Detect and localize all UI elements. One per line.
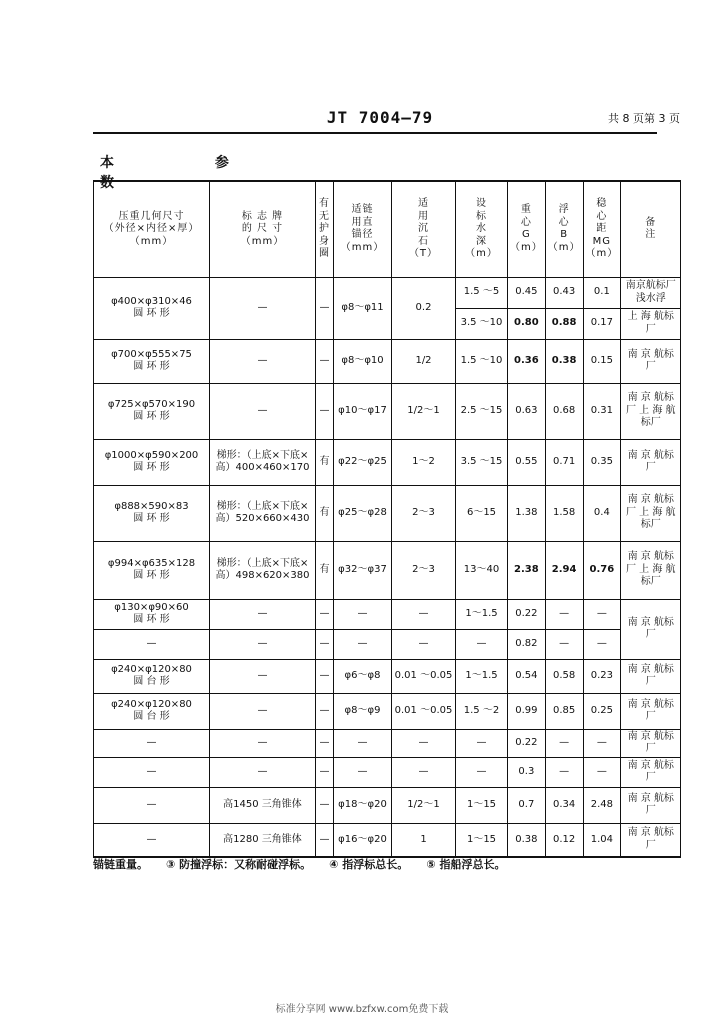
table-row bbox=[94, 599, 681, 629]
chain-diameter-cell: — bbox=[334, 757, 392, 787]
watermark-footer: 标准分享网 www.bzfxw.com免费下载 bbox=[275, 1004, 449, 1015]
b-cell: 0.68 bbox=[545, 383, 583, 439]
depth-cell: 1～15 bbox=[456, 787, 508, 823]
remark-cell: 南 京 航标厂 上 海 航标厂 bbox=[621, 541, 681, 599]
geometry-cell bbox=[94, 757, 210, 787]
g-cell: 0.3 bbox=[508, 757, 546, 787]
geometry-line: φ400×φ310×46 bbox=[111, 295, 192, 307]
chain-diameter-cell: — bbox=[334, 599, 392, 629]
g-cell: 0.80 bbox=[508, 308, 546, 339]
column-header-text: 重 bbox=[520, 204, 532, 216]
sinker-weight-cell: — bbox=[392, 757, 456, 787]
b-cell: 0.71 bbox=[545, 439, 583, 485]
g-cell: 2.38 bbox=[508, 541, 546, 599]
column-header-text: （mm） bbox=[240, 235, 285, 247]
plate-size-cell: 梯形：（上底×下底×高）498×620×380 bbox=[210, 541, 316, 599]
column-header-text: 距 bbox=[596, 223, 608, 234]
parameter-table bbox=[93, 180, 681, 858]
geometry-line: 圆 环 形 bbox=[133, 411, 170, 422]
b-cell: 0.12 bbox=[545, 823, 583, 857]
b-cell: 1.58 bbox=[545, 485, 583, 541]
sinker-weight-cell: 2～3 bbox=[392, 541, 456, 599]
geometry-cell bbox=[94, 277, 210, 339]
table-row bbox=[94, 439, 681, 485]
chain-diameter-cell: φ16～φ20 bbox=[334, 823, 392, 857]
b-cell: — bbox=[545, 757, 583, 787]
section-title: 本 参 数 bbox=[100, 155, 277, 191]
depth-cell: 1～1.5 bbox=[456, 659, 508, 693]
column-header bbox=[334, 181, 392, 277]
column-header bbox=[583, 181, 621, 277]
depth-cell: 1～1.5 bbox=[456, 599, 508, 629]
remark-cell: 南 京 航标厂 bbox=[621, 659, 681, 693]
chain-diameter-cell: φ32～φ37 bbox=[334, 541, 392, 599]
chain-diameter-cell: φ8～φ9 bbox=[334, 693, 392, 729]
column-header-text: 压重几何尺寸 bbox=[118, 210, 185, 222]
g-cell: 0.82 bbox=[508, 629, 546, 659]
depth-cell: — bbox=[456, 629, 508, 659]
column-header-text: 标 bbox=[476, 210, 487, 222]
column-header-text: 标 志 牌 bbox=[241, 210, 284, 222]
geometry-line: — bbox=[146, 637, 157, 649]
geometry-cell bbox=[94, 729, 210, 757]
column-header-text: 深 bbox=[476, 235, 487, 247]
remark-cell: 南 京 航标厂 上 海 航标厂 bbox=[621, 383, 681, 439]
sinker-weight-cell: 1/2～1 bbox=[392, 787, 456, 823]
column-header-text: MG bbox=[592, 235, 612, 247]
geometry-line: 圆 环 形 bbox=[133, 570, 170, 581]
column-header-text: 用直 bbox=[351, 216, 374, 228]
mg-cell: 0.25 bbox=[583, 693, 621, 729]
column-header bbox=[210, 181, 316, 277]
geometry-cell bbox=[94, 541, 210, 599]
b-cell: 0.58 bbox=[545, 659, 583, 693]
sinker-weight-cell: — bbox=[392, 629, 456, 659]
remark-cell: 南 京 航标厂 bbox=[621, 339, 681, 383]
plate-size-cell: — bbox=[210, 659, 316, 693]
mg-cell: 0.35 bbox=[583, 439, 621, 485]
footnote: ④ 指浮标总长。 bbox=[329, 858, 409, 871]
column-header bbox=[508, 181, 546, 277]
mg-cell: 0.23 bbox=[583, 659, 621, 693]
geometry-line: φ994×φ635×128 bbox=[107, 557, 196, 569]
plate-size-cell: — bbox=[210, 599, 316, 629]
plate-size-cell: — bbox=[210, 339, 316, 383]
depth-cell: 3.5 ～15 bbox=[456, 439, 508, 485]
column-header-text: 稳 bbox=[596, 198, 608, 209]
guard-ring-cell: 有 bbox=[316, 439, 334, 485]
g-cell: 0.54 bbox=[508, 659, 546, 693]
footnote: ③ 防撞浮标：又称耐碰浮标。 bbox=[166, 858, 312, 871]
plate-size-cell: — bbox=[210, 277, 316, 339]
column-header-text: B bbox=[560, 229, 569, 241]
geometry-cell bbox=[94, 629, 210, 659]
table-row bbox=[94, 693, 681, 729]
column-header-text: 水 bbox=[476, 223, 487, 234]
guard-ring-cell: — bbox=[316, 383, 334, 439]
chain-diameter-cell: — bbox=[334, 729, 392, 757]
footnote: ⑤ 指船浮总长。 bbox=[426, 858, 506, 871]
mg-cell: 1.04 bbox=[583, 823, 621, 857]
table-row bbox=[94, 277, 681, 308]
geometry-line: 圆 环 形 bbox=[133, 614, 170, 625]
b-cell: 0.88 bbox=[545, 308, 583, 339]
plate-size-cell: — bbox=[210, 383, 316, 439]
sinker-weight-cell: 0.01 ～0.05 bbox=[392, 659, 456, 693]
geometry-line: 圆 环 形 bbox=[133, 462, 170, 473]
chain-diameter-cell: φ10～φ17 bbox=[334, 383, 392, 439]
remark-cell: 南 京 航标厂 bbox=[621, 439, 681, 485]
column-header-text: 心 bbox=[558, 216, 570, 228]
table-row bbox=[94, 383, 681, 439]
geometry-line: 圆 环 形 bbox=[133, 513, 170, 524]
mg-cell: 2.48 bbox=[583, 787, 621, 823]
remark-cell: 南 京 航标厂 bbox=[621, 693, 681, 729]
g-cell: 0.22 bbox=[508, 729, 546, 757]
column-header-text: 沉 bbox=[418, 223, 429, 234]
depth-cell: 2.5 ～15 bbox=[456, 383, 508, 439]
plate-size-cell: 梯形：（上底×下底×高）520×660×430 bbox=[210, 485, 316, 541]
sinker-weight-cell: — bbox=[392, 599, 456, 629]
sinker-weight-cell: 1～2 bbox=[392, 439, 456, 485]
geometry-line: φ888×590×83 bbox=[114, 500, 189, 512]
column-header-text: （m） bbox=[510, 241, 543, 253]
column-header-text: 用 bbox=[418, 210, 429, 222]
depth-cell: — bbox=[456, 729, 508, 757]
remark-cell: 南 京 航标厂 上 海 航标厂 bbox=[621, 485, 681, 541]
column-header-text: 适链 bbox=[351, 204, 374, 216]
g-cell: 0.45 bbox=[508, 277, 546, 308]
geometry-line: φ240×φ120×80 bbox=[111, 698, 192, 710]
table-row bbox=[94, 787, 681, 823]
table-row bbox=[94, 659, 681, 693]
b-cell: 0.38 bbox=[545, 339, 583, 383]
chain-diameter-cell: φ18～φ20 bbox=[334, 787, 392, 823]
column-header-text: 心 bbox=[596, 210, 608, 222]
header-rule bbox=[93, 132, 657, 134]
geometry-cell bbox=[94, 823, 210, 857]
table-row bbox=[94, 757, 681, 787]
b-cell: — bbox=[545, 629, 583, 659]
mg-cell: 0.76 bbox=[583, 541, 621, 599]
column-header-text: 备 bbox=[645, 216, 657, 228]
plate-size-cell: 高1280 三角锥体 bbox=[210, 823, 316, 857]
column-header-text: （T） bbox=[408, 248, 439, 259]
geometry-cell bbox=[94, 693, 210, 729]
geometry-cell bbox=[94, 659, 210, 693]
mg-cell: 0.1 bbox=[583, 277, 621, 308]
sinker-weight-cell: 0.2 bbox=[392, 277, 456, 339]
column-header-text: （mm） bbox=[340, 241, 385, 253]
guard-ring-cell: — bbox=[316, 757, 334, 787]
column-header-text: 石 bbox=[418, 235, 429, 247]
geometry-line: φ725×φ570×190 bbox=[107, 398, 196, 410]
plate-size-cell: — bbox=[210, 693, 316, 729]
sinker-weight-cell: 1/2～1 bbox=[392, 383, 456, 439]
table-header-row bbox=[94, 181, 681, 277]
mg-cell: — bbox=[583, 629, 621, 659]
remark-cell: 南京航标厂浅水浮 bbox=[621, 277, 681, 308]
geometry-cell bbox=[94, 599, 210, 629]
column-header bbox=[316, 181, 334, 277]
column-header-text: 有无护身圈 bbox=[319, 198, 330, 259]
depth-cell: 1～15 bbox=[456, 823, 508, 857]
remark-cell: 南 京 航标厂 bbox=[621, 787, 681, 823]
geometry-line: — bbox=[146, 833, 157, 845]
column-header-text: （mm） bbox=[129, 235, 174, 247]
geometry-line: 圆 环 形 bbox=[133, 361, 170, 372]
remark-cell: 南 京 航标厂 bbox=[621, 729, 681, 757]
geometry-line: φ1000×φ590×200 bbox=[104, 449, 199, 461]
chain-diameter-cell: φ22～φ25 bbox=[334, 439, 392, 485]
guard-ring-cell: — bbox=[316, 787, 334, 823]
geometry-cell bbox=[94, 787, 210, 823]
guard-ring-cell: — bbox=[316, 339, 334, 383]
guard-ring-cell: — bbox=[316, 629, 334, 659]
sinker-weight-cell: 1 bbox=[392, 823, 456, 857]
g-cell: 0.36 bbox=[508, 339, 546, 383]
depth-cell: 1.5 ～2 bbox=[456, 693, 508, 729]
column-header bbox=[621, 181, 681, 277]
column-header-text: 注 bbox=[645, 229, 657, 241]
column-header-text: 锚径 bbox=[351, 229, 374, 241]
column-header bbox=[392, 181, 456, 277]
depth-cell: 1.5 ～5 bbox=[456, 277, 508, 308]
guard-ring-cell: — bbox=[316, 599, 334, 629]
column-header-text: 的 尺 寸 bbox=[241, 223, 284, 234]
b-cell: — bbox=[545, 599, 583, 629]
guard-ring-cell: — bbox=[316, 277, 334, 339]
g-cell: 0.99 bbox=[508, 693, 546, 729]
sinker-weight-cell: — bbox=[392, 729, 456, 757]
chain-diameter-cell: φ8～φ11 bbox=[334, 277, 392, 339]
g-cell: 0.38 bbox=[508, 823, 546, 857]
geometry-cell bbox=[94, 383, 210, 439]
g-cell: 0.22 bbox=[508, 599, 546, 629]
geometry-line: 圆 台 形 bbox=[133, 711, 170, 722]
geometry-line: — bbox=[146, 798, 157, 810]
sinker-weight-cell: 1/2 bbox=[392, 339, 456, 383]
depth-cell: 13～40 bbox=[456, 541, 508, 599]
geometry-line: φ700×φ555×75 bbox=[111, 348, 192, 360]
mg-cell: 0.31 bbox=[583, 383, 621, 439]
remark-cell: 南 京 航标厂 bbox=[621, 823, 681, 857]
plate-size-cell: 梯形：（上底×下底×高）400×460×170 bbox=[210, 439, 316, 485]
plate-size-cell: — bbox=[210, 729, 316, 757]
chain-diameter-cell: φ8～φ10 bbox=[334, 339, 392, 383]
guard-ring-cell: 有 bbox=[316, 485, 334, 541]
g-cell: 0.63 bbox=[508, 383, 546, 439]
table-row bbox=[94, 339, 681, 383]
table-row bbox=[94, 729, 681, 757]
table-row bbox=[94, 541, 681, 599]
remark-cell: 南 京 航标厂 bbox=[621, 599, 681, 659]
plate-size-cell: 高1450 三角锥体 bbox=[210, 787, 316, 823]
column-header-text: （m） bbox=[547, 241, 581, 253]
guard-ring-cell: — bbox=[316, 823, 334, 857]
chain-diameter-cell: — bbox=[334, 629, 392, 659]
column-header-text: 设 bbox=[476, 198, 487, 209]
column-header-text: G bbox=[522, 229, 531, 241]
mg-cell: 0.17 bbox=[583, 308, 621, 339]
column-header-text: 浮 bbox=[558, 204, 570, 216]
depth-cell: — bbox=[456, 757, 508, 787]
column-header-text: （外径×内径×厚） bbox=[103, 223, 200, 234]
g-cell: 0.55 bbox=[508, 439, 546, 485]
guard-ring-cell: — bbox=[316, 693, 334, 729]
depth-cell: 6～15 bbox=[456, 485, 508, 541]
mg-cell: 0.15 bbox=[583, 339, 621, 383]
table-row bbox=[94, 629, 681, 659]
depth-cell: 1.5 ～10 bbox=[456, 339, 508, 383]
geometry-line: — bbox=[146, 765, 157, 777]
sinker-weight-cell: 0.01 ～0.05 bbox=[392, 693, 456, 729]
column-header-text: （m） bbox=[465, 248, 498, 259]
g-cell: 0.7 bbox=[508, 787, 546, 823]
plate-size-cell: — bbox=[210, 629, 316, 659]
footnote: 锚链重量。 bbox=[93, 858, 148, 871]
mg-cell: — bbox=[583, 729, 621, 757]
sinker-weight-cell: 2～3 bbox=[392, 485, 456, 541]
mg-cell: 0.4 bbox=[583, 485, 621, 541]
chain-diameter-cell: φ6～φ8 bbox=[334, 659, 392, 693]
footnotes bbox=[93, 856, 657, 872]
b-cell: 0.43 bbox=[545, 277, 583, 308]
geometry-line: 圆 台 形 bbox=[133, 676, 170, 687]
table-row bbox=[94, 823, 681, 857]
geometry-line: 圆 环 形 bbox=[133, 308, 170, 319]
geometry-line: φ130×φ90×60 bbox=[114, 601, 189, 613]
geometry-cell bbox=[94, 485, 210, 541]
column-header bbox=[94, 181, 210, 277]
plate-size-cell: — bbox=[210, 757, 316, 787]
geometry-cell bbox=[94, 339, 210, 383]
geometry-line: — bbox=[146, 736, 157, 748]
b-cell: — bbox=[545, 729, 583, 757]
standard-code: JT 7004—79 bbox=[326, 108, 434, 127]
mg-cell: — bbox=[583, 757, 621, 787]
page-info: 共 8 页第 3 页 bbox=[608, 112, 680, 125]
guard-ring-cell: — bbox=[316, 659, 334, 693]
b-cell: 0.85 bbox=[545, 693, 583, 729]
column-header bbox=[545, 181, 583, 277]
table-row bbox=[94, 485, 681, 541]
column-header-text: 心 bbox=[520, 216, 532, 228]
guard-ring-cell: — bbox=[316, 729, 334, 757]
guard-ring-cell: 有 bbox=[316, 541, 334, 599]
geometry-line: φ240×φ120×80 bbox=[111, 663, 192, 675]
mg-cell: — bbox=[583, 599, 621, 629]
g-cell: 1.38 bbox=[508, 485, 546, 541]
column-header-text: 适 bbox=[418, 198, 429, 209]
b-cell: 0.34 bbox=[545, 787, 583, 823]
remark-cell: 南 京 航标厂 bbox=[621, 757, 681, 787]
column-header bbox=[456, 181, 508, 277]
geometry-cell bbox=[94, 439, 210, 485]
remark-cell: 上 海 航标厂 bbox=[621, 308, 681, 339]
chain-diameter-cell: φ25～φ28 bbox=[334, 485, 392, 541]
depth-cell: 3.5 ～10 bbox=[456, 308, 508, 339]
b-cell: 2.94 bbox=[545, 541, 583, 599]
column-header-text: （m） bbox=[585, 248, 619, 259]
